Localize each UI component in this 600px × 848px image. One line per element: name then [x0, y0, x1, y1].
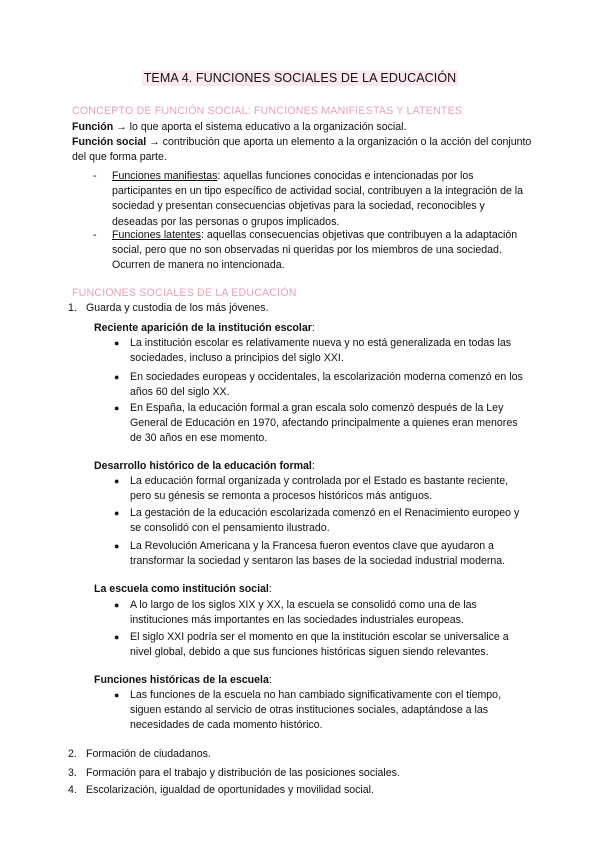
bullet-icon: ● — [114, 508, 120, 518]
bullet-item: ● En sociedades europeas y occidentales, la escolarización moderna comenzó en los años 60 del siglo XX. — [114, 371, 523, 399]
bullet-icon: ● — [114, 338, 120, 348]
section-heading-concepto: CONCEPTO DE FUNCIÓN SOCIAL: FUNCIONES MANIFIESTAS Y LATENTES — [72, 105, 463, 117]
dash-item-latentes — [93, 228, 530, 274]
bullet-icon: ● — [114, 690, 120, 700]
bullet-icon: ● — [114, 541, 120, 551]
numbered-item-3: 3. Formación para el trabajo y distribución de las posiciones sociales. — [68, 767, 400, 779]
bullet-icon: ● — [114, 476, 120, 486]
definition-funcion-social-text: → contribución que aporta un elemento a la organización o la acción del conjunto del que forma parte. — [72, 136, 532, 164]
bullet-item: ● La Revolución Americana y la Francesa fueron eventos clave que ayudaron a transformar la sociedad y sentaron las bases de la sociedad industrial moderna. — [114, 540, 506, 568]
definition-funcion-social — [72, 135, 532, 165]
dash-marker: - — [93, 229, 97, 241]
term-funcion-social: Función social — [72, 136, 147, 148]
bullet-icon: ● — [114, 403, 120, 413]
text-latentes: : aquellas consecuencias objetivas que contribuyen a la adaptación social, pero que no son observadas ni queridas por los miembros de una sociedad. Ocurren de manera no intencionada. — [112, 229, 518, 272]
numbered-item-1: 1. Guarda y custodia de los más jóvenes. — [68, 302, 269, 314]
page-title: TEMA 4. FUNCIONES SOCIALES DE LA EDUCACIÓN — [143, 71, 457, 85]
bullet-item: ● A lo largo de los siglos XIX y XX, la escuela se consolidó como una de las instituciones más importantes en las sociedades industriales europeas. — [114, 599, 477, 627]
definition-funcion — [72, 120, 532, 135]
bullet-icon: ● — [114, 372, 120, 382]
bullet-item: ● En España, la educación formal a gran escala solo comenzó después de la Ley General de Educación en 1970, afectando principalmente a quienes eran menores de 30 años en ese momento. — [114, 402, 518, 445]
bullet-icon: ● — [114, 600, 120, 610]
bullet-item: ● Las funciones de la escuela no han cambiado significativamente con el tiempo, siguen estando al servicio de otras instituciones sociales, adaptándose a las necesidades de cada momento histórico. — [114, 689, 502, 732]
subheading-reciente-aparicion: Reciente aparición de la institución escolar: — [94, 322, 315, 334]
subheading-desarrollo-historico: Desarrollo histórico de la educación formal: — [94, 460, 315, 472]
term-manifiestas: Funciones manifiestas — [112, 170, 218, 182]
bullet-item: ● La institución escolar es relativamente nueva y no está generalizada en todas las sociedades, incluso a principios del siglo XXI. — [114, 337, 512, 365]
bullet-item: ● La educación formal organizada y controlada por el Estado es bastante reciente, pero su génesis se remonta a procesos históricos más antiguos. — [114, 475, 509, 503]
dash-marker: - — [93, 170, 97, 182]
term-latentes: Funciones latentes — [112, 229, 201, 241]
term-funcion: Función — [72, 121, 114, 133]
numbered-item-2: 2. Formación de ciudadanos. — [68, 748, 211, 760]
dash-item-manifiestas — [93, 169, 530, 230]
section-heading-funciones: FUNCIONES SOCIALES DE LA EDUCACIÓN — [72, 287, 297, 299]
bullet-item: ● La gestación de la educación escolarizada comenzó en el Renacimiento europeo y se consolidó con el pensamiento ilustrado. — [114, 507, 520, 535]
subheading-escuela-institucion: La escuela como institución social: — [94, 583, 272, 595]
numbered-item-4: 4. Escolarización, igualdad de oportunidades y movilidad social. — [68, 784, 374, 796]
text-manifiestas: : aquellas funciones conocidas e intencionadas por los participantes en un tipo específico de actividad social, contribuyen a la integración de la sociedad y presentan consecuencias objetivas para la sociedad, reconocibles y deseadas por las personas o grupos implicados. — [112, 170, 524, 228]
subheading-funciones-historicas: Funciones históricas de la escuela: — [94, 674, 272, 686]
bullet-item: ● El siglo XXI podría ser el momento en que la institución escolar se universalice a nivel global, debido a que sus funciones históricas siguen siendo relevantes. — [114, 631, 509, 659]
bullet-icon: ● — [114, 632, 120, 642]
definition-funcion-text: → lo que aporta el sistema educativo a la organización social. — [113, 121, 407, 133]
